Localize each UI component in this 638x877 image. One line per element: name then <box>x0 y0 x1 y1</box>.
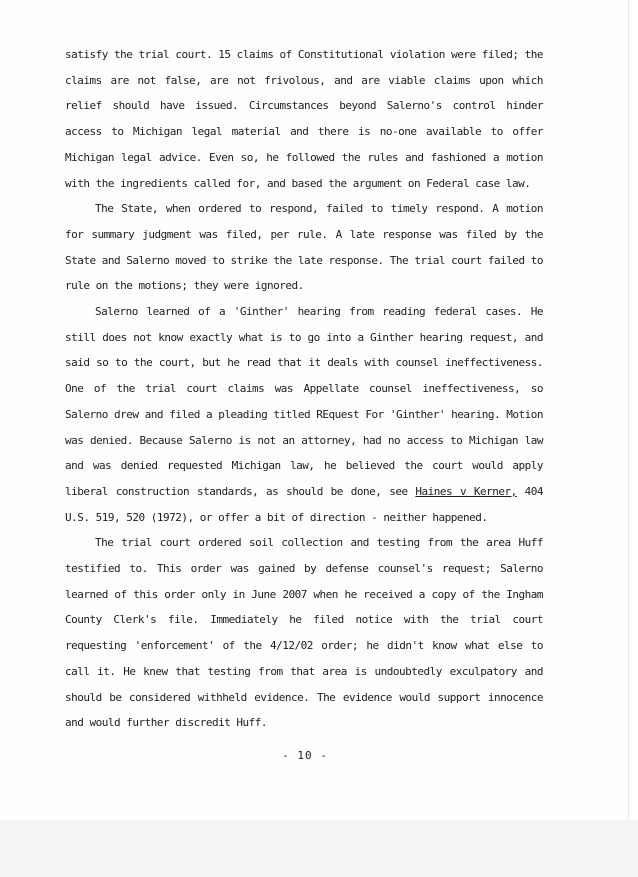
body-text <box>65 42 543 736</box>
paragraph-ginther-hearing <box>65 299 543 530</box>
paragraph-soil-testing: The trial court ordered soil collection and testing from the area Huff testified to. This order was gained by defense counsel's request; Salerno learned of this order only in June 2007 when he received a copy of the Ingham County Clerk's file. Immediately he filed notice with the trial court requesting 'enforcement' of the 4/12/02 order; he didn't know what else to call it. He knew that testing from that area is undoubtedly exculpatory and should be considered withheld evidence. The evidence would support innocence and would further discredit Huff. <box>65 536 543 730</box>
case-citation: Haines v Kerner, <box>415 484 517 498</box>
page-number: - 10 - <box>282 749 328 762</box>
paragraph-continuation: satisfy the trial court. 15 claims of Constitutional violation were filed; the claims are not false, are not frivolous, and are viable claims upon which relief should have issued. Circumstances beyond Salerno's control hinder access to Michigan legal material and there is no-one available to offer Michigan legal advice. Even so, he followed the rules and fashioned a motion with the ingredients called for, and based the argument on Federal case law. <box>65 48 543 190</box>
ginther-text-before-cite: Salerno learned of a 'Ginther' hearing from reading federal cases. He still does not know exactly what is to go into a Ginther hearing request, and said so to the court, but he read that it deals with counsel ineffectiveness. One of the trial court claims was Appellate counsel ineffectiveness, so Salerno drew and filed a pleading titled REquest For 'Ginther' hearing. Motion was denied. Because Salerno is not an attorney, had no access to Michigan law and was denied requested Michigan law, he believed the court would apply liberal construction standards, as should be done, see <box>65 305 543 498</box>
scan-margin <box>0 820 638 877</box>
ginther-text-after-cite: 404 U.S. 519, 520 (1972), or offer a bit of direction - neither happened. <box>65 484 543 524</box>
paragraph-state-response: The State, when ordered to respond, failed to timely respond. A motion for summary judgment was filed, per rule. A late response was filed by the State and Salerno moved to strike the late response. The trial court failed to rule on the motions; they were ignored. <box>65 202 543 293</box>
